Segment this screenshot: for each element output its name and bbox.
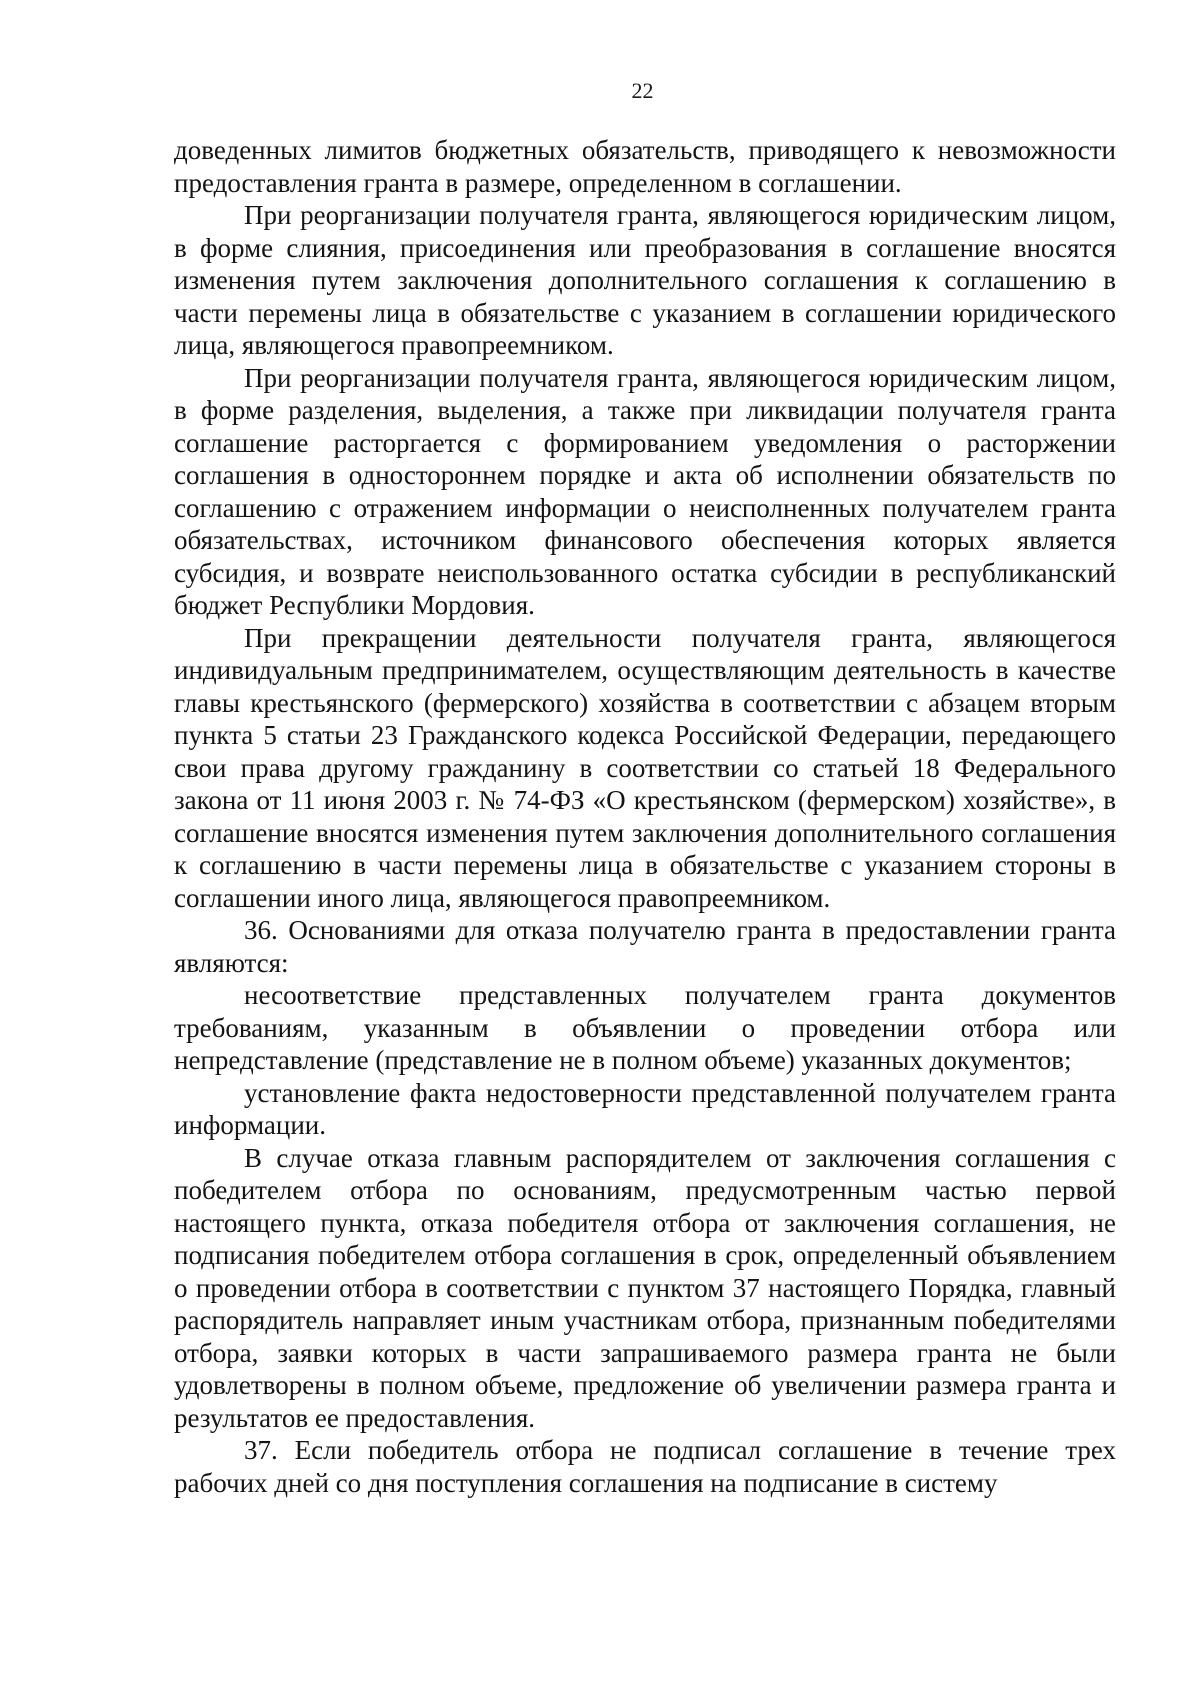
- paragraph-continuation: доведенных лимитов бюджетных обязательств, приводящего к невозможности предоставления гранта в размере, определенном в соглашении.: [174, 135, 1116, 198]
- paragraph-refusal-ground-false-info: установление факта недостоверности представленной получателем гранта информации.: [174, 1077, 1116, 1140]
- page-number: 22: [631, 78, 654, 103]
- paragraph-termination-farm-head: При прекращении деятельности получателя гранта, являющегося индивидуальным предпринимателем, осуществляющим деятельность в качестве главы крестьянского (фермерского) хозяйства в соответствии с абзацем вторым пункта 5 статьи 23 Гражданского кодекса Российской Федерации, передающего свои права другому гражданину в соответствии со статьей 18 Федерального закона от 11 июня 2003 г. № 74-ФЗ «О крестьянском (фермерском) хозяйстве», в соглашение вносятся изменения путем заключения дополнительного соглашения к соглашению в части перемены лица в обязательстве с указанием стороны в соглашении иного лица, являющегося правопреемником.: [174, 622, 1116, 913]
- paragraph-reorganization-merger: При реорганизации получателя гранта, являющегося юридическим лицом, в форме слияния, присоединения или преобразования в соглашение вносятся изменения путем заключения дополнительного соглашения к соглашению в части перемены лица в обязательстве с указанием в соглашении юридического лица, являющегося правопреемником.: [174, 200, 1116, 360]
- document-body: [174, 134, 1116, 1499]
- paragraph-refusal-case: В случае отказа главным распорядителем от заключения соглашения с победителем отбора по основаниям, предусмотренным частью первой настоящего пункта, отказа победителя отбора от заключения соглашения, не подписания победителем отбора соглашения в срок, определенный объявлением о проведении отбора в соответствии с пунктом 37 настоящего Порядка, главный распорядитель направляет иным участникам отбора, признанным победителями отбора, заявки которых в части запрашиваемого размера гранта не были удовлетворены в полном объеме, предложение об увеличении размера гранта и результатов ее предоставления.: [174, 1142, 1116, 1433]
- paragraph-item-37: 37. Если победитель отбора не подписал соглашение в течение трех рабочих дней со дня поступления соглашения на подписание в систему: [174, 1435, 1116, 1498]
- paragraph-refusal-ground-documents: несоответствие представленных получателем гранта документов требованиям, указанным в объявлении о проведении отбора или непредставление (представление не в полном объеме) указанных документов;: [174, 980, 1116, 1075]
- paragraph-reorganization-division: При реорганизации получателя гранта, являющегося юридическим лицом, в форме разделения, выделения, а также при ликвидации получателя гранта соглашение расторгается с формированием уведомления о расторжении соглашения в одностороннем порядке и акта об исполнении обязательств по соглашению с отражением информации о неисполненных получателем гранта обязательствах, источником финансового обеспечения которых является субсидия, и возврате неиспользованного остатка субсидии в республиканский бюджет Республики Мордовия.: [174, 362, 1116, 620]
- paragraph-item-36: 36. Основаниями для отказа получателю гранта в предоставлении гранта являются:: [174, 915, 1116, 978]
